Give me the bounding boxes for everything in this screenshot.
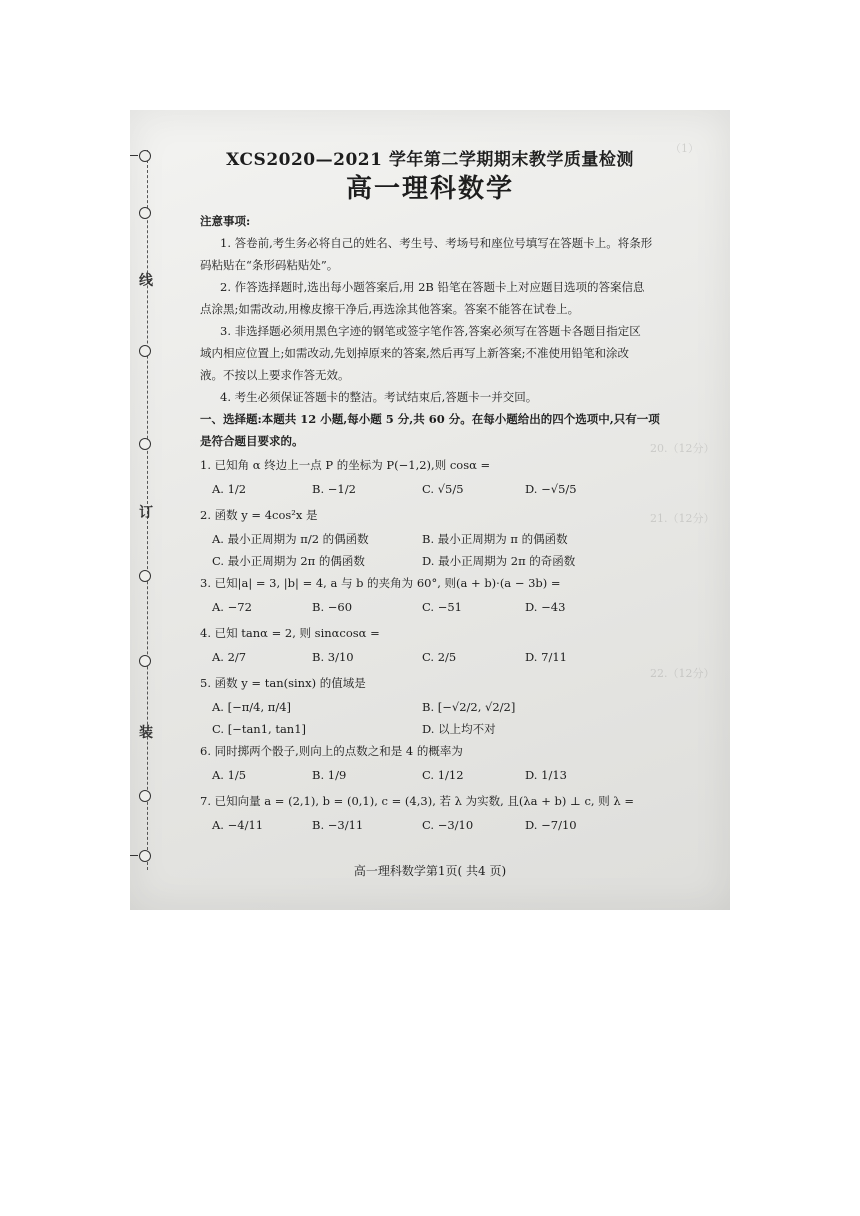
question-5-options	[200, 694, 690, 738]
option-a: A. [−π/4, π/4]	[212, 700, 292, 714]
option-c: C. √5/5	[422, 482, 464, 496]
question-4-stem: 4. 已知 tanα = 2, 则 sinαcosα =	[200, 626, 380, 640]
notice-line: 域内相应位置上;如需改动,先划掉原来的答案,然后再写上新答案;不准使用铅笔和涂改	[200, 346, 630, 360]
margin-label-line: 线	[139, 273, 153, 289]
notice-heading: 注意事项:	[200, 214, 251, 228]
option-a: A. 1/2	[212, 482, 247, 496]
exam-photo: （1） 20.（12分） 21.（12分） 22.（12分） 线 订 装 XCS2020—2021 学年第二学期期末教学质量检测 高一理科数学 注意事项: 1. 答卷前,考生务必将自己的姓名、考生号、考场号和座位号填写在答题卡上。将条形 码粘贴在“条形码粘贴处”。 2. 作答选择题时,选出每小题答案后,用 2B 铅笔在答题卡上对应题目选项的答案信息 点涂黑;如需改动,用橡皮擦干净后,再选涂其他答案。答案不能答在试卷上。 3. 非选择题必须用黑色字迹的钢笔或签字笔作答,答案必须写在答题卡各题目指定区 域内相应位置上;如需改动,先划掉原来的答案,然后再写上新答案;不准使用铅笔和涂改 液。不按以上要求作答无效。 4. 考生必须保证答题卡的整洁。考试结束后,答题卡一并交回。 一、选择题:本题共 12 小题,每小题 5 分,共 60 分。在每小题给出的四个选项中,只有一项 是符合题目要求的。 1. 已知角 α 终边上一点 P 的坐标为 P(−1,2),则 cosα = A. 1/2 B. −1/2 C. √5/5 D. −√5/5 2. 函数 y = 4cos²x 是 A. 最小正周期为 π/2 的偶函数 B. 最小正周期为 π 的偶函数 C. 最小正周期为 2π 的偶函数 D. 最小正周期为 2π 的奇函数 3. 已知|a| = 3, |b| = 4, a 与 b 的夹角为 60°, 则(a + b)·(a − 3b) = A. −72 B. −60 C. −51 D. −43 4. 已知 tanα = 2, 则 sinαcosα = A. 2/7 B. 3/10 C. 2/5 D. 7/11 5. 函数 y = tan(sinx) 的值域是 A. [−π/4, π/4] B. [−√2/2, √2/2] C. [−tan1, tan1] D. 以上均不对 6. 同时掷两个骰子,则向上的点数之和是 4 的概率为 A. 1/5 B. 1/9 C. 1/12 D. 1/13 7. 已知向量 a = (2,1), b = (0,1), c = (4,3), 若 λ 为实数, 且(λa + b) ⊥ c, 则 λ = A. −4/11 B. −3/11 C. −3/10 D. −7/10 高一理科数学第1页( 共4 页)	[130, 110, 730, 910]
question-3-options	[200, 594, 690, 620]
option-a: A. 最小正周期为 π/2 的偶函数	[212, 532, 369, 546]
question-7-stem: 7. 已知向量 a = (2,1), b = (0,1), c = (4,3), 若 λ 为实数, 且(λa + b) ⊥ c, 则 λ =	[200, 794, 634, 808]
exam-subject: 高一理科数学	[345, 174, 514, 204]
page-footer: 高一理科数学第1页( 共4 页)	[353, 864, 507, 878]
option-a: A. 1/5	[212, 768, 247, 782]
option-d: D. −43	[525, 600, 566, 614]
option-c: C. −3/10	[422, 818, 474, 832]
option-b: B. 1/9	[312, 768, 347, 782]
binding-hole	[139, 790, 151, 802]
option-b: B. −1/2	[312, 482, 356, 496]
option-b: B. −60	[312, 600, 353, 614]
notice-line: 1. 答卷前,考生务必将自己的姓名、考生号、考场号和座位号填写在答题卡上。将条形	[220, 236, 653, 250]
question-2-options	[200, 526, 690, 570]
binding-hole	[139, 345, 151, 357]
question-4-options	[200, 644, 690, 670]
option-b: B. −3/11	[312, 818, 364, 832]
margin-label-bind: 订	[139, 505, 153, 521]
question-3-stem: 3. 已知|a| = 3, |b| = 4, a 与 b 的夹角为 60°, 则(a + b)·(a − 3b) =	[200, 576, 561, 590]
option-d: D. −7/10	[525, 818, 577, 832]
exam-content	[200, 210, 690, 838]
binding-hole	[139, 438, 151, 450]
notice-line: 点涂黑;如需改动,用橡皮擦干净后,再选涂其他答案。答案不能答在试卷上。	[200, 302, 580, 316]
question-1-options	[200, 476, 690, 502]
section-heading-cont: 是符合题目要求的。	[200, 434, 304, 448]
option-c: C. [−tan1, tan1]	[212, 722, 307, 736]
binding-hole	[139, 850, 151, 862]
exam-title: XCS2020—2021 学年第二学期期末教学质量检测	[226, 150, 634, 170]
question-6-stem: 6. 同时掷两个骰子,则向上的点数之和是 4 的概率为	[200, 744, 463, 758]
option-b: B. 3/10	[312, 650, 354, 664]
option-c: C. 最小正周期为 2π 的偶函数	[212, 554, 365, 568]
margin-label-seal: 装	[139, 725, 153, 741]
option-d: D. −√5/5	[525, 482, 577, 496]
question-1-stem: 1. 已知角 α 终边上一点 P 的坐标为 P(−1,2),则 cosα =	[200, 458, 491, 472]
binding-hole	[139, 570, 151, 582]
question-6-options	[200, 762, 690, 788]
option-a: A. −72	[212, 600, 252, 614]
binding-hole	[139, 207, 151, 219]
option-c: C. 1/12	[422, 768, 464, 782]
option-a: A. −4/11	[212, 818, 264, 832]
notice-line: 4. 考生必须保证答题卡的整洁。考试结束后,答题卡一并交回。	[220, 390, 538, 404]
section-heading: 一、选择题:本题共 12 小题,每小题 5 分,共 60 分。在每小题给出的四个选项中,只有一项	[200, 412, 660, 426]
binding-tick	[130, 855, 138, 856]
option-d: D. 1/13	[525, 768, 567, 782]
option-c: C. 2/5	[422, 650, 457, 664]
binding-hole	[139, 655, 151, 667]
notice-line: 3. 非选择题必须用黑色字迹的钢笔或签字笔作答,答案必须写在答题卡各题目指定区	[220, 324, 641, 338]
option-d: D. 最小正周期为 2π 的奇函数	[422, 554, 576, 568]
option-d: D. 7/11	[525, 650, 567, 664]
option-c: C. −51	[422, 600, 462, 614]
question-5-stem: 5. 函数 y = tan(sinx) 的值域是	[200, 676, 366, 690]
question-7-options	[200, 812, 690, 838]
notice-line: 液。不按以上要求作答无效。	[200, 368, 350, 382]
notice-line: 2. 作答选择题时,选出每小题答案后,用 2B 铅笔在答题卡上对应题目选项的答案信息	[220, 280, 645, 294]
option-a: A. 2/7	[212, 650, 247, 664]
notice-line: 码粘贴在“条形码粘贴处”。	[200, 258, 339, 272]
option-b: B. [−√2/2, √2/2]	[422, 700, 516, 714]
question-2-stem: 2. 函数 y = 4cos²x 是	[200, 508, 318, 522]
option-b: B. 最小正周期为 π 的偶函数	[422, 532, 568, 546]
option-d: D. 以上均不对	[422, 722, 496, 736]
